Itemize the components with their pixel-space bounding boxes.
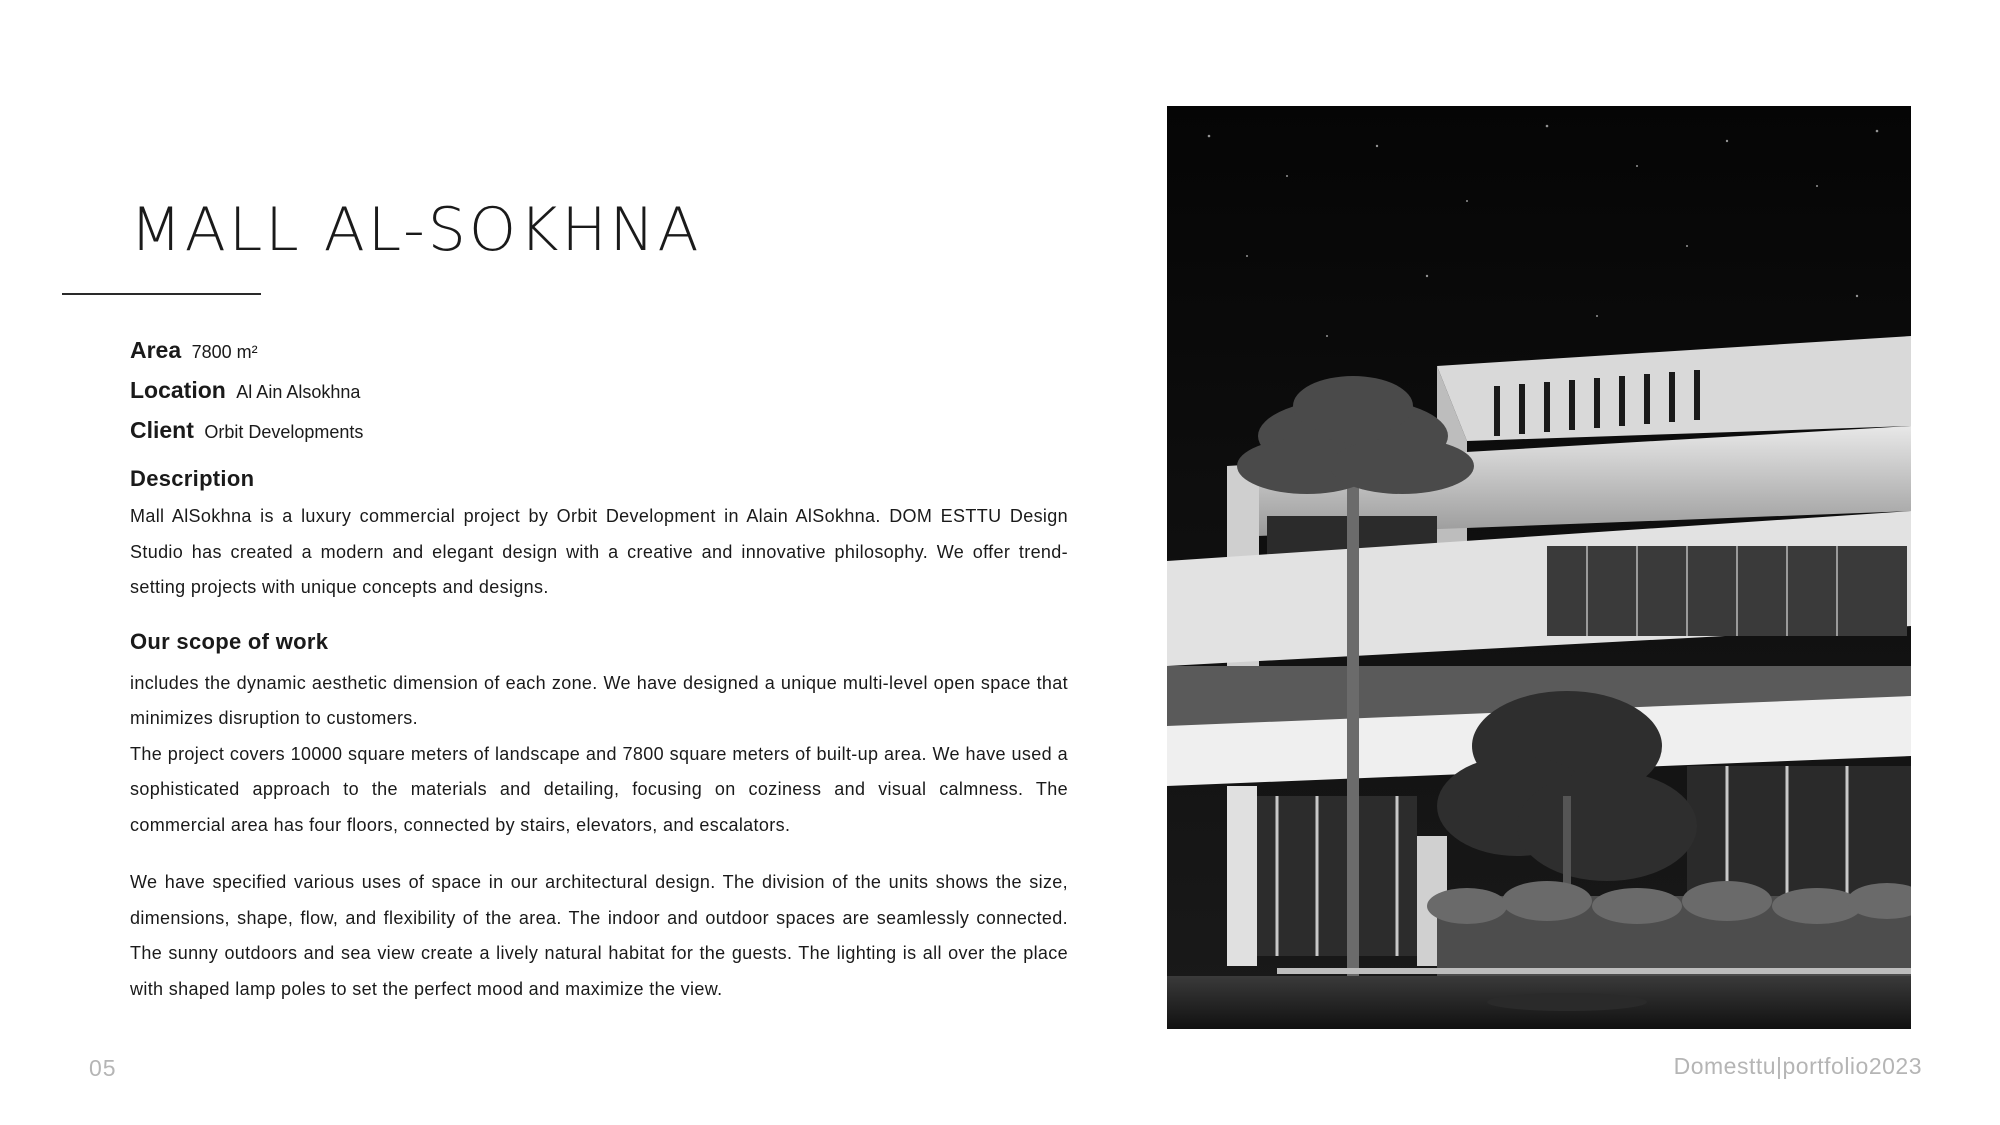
page-number: 05 bbox=[89, 1055, 117, 1081]
description-text: Mall AlSokhna is a luxury commercial project by Orbit Development in Alain AlSokhna. DOM ESTTU Design Studio has created a modern and elegant design with a creative and innovative philosophy. We offer trend-setting projects with unique concepts and designs. bbox=[130, 506, 1068, 597]
building-night-photo bbox=[1167, 106, 1911, 1029]
area-value: 7800 m² bbox=[191, 342, 258, 362]
scope-paragraph-3: We have specified various uses of space in our architectural design. The division of the units shows the size, dimensions, shape, flow, and flexibility of the area. The indoor and outdoor spaces are seamlessly connected. The sunny outdoors and sea view create a lively natural habitat for the guests. The lighting is all over the place with shaped lamp poles to set the perfect mood and maximize the view. bbox=[130, 872, 1068, 999]
location-row bbox=[130, 370, 1068, 410]
client-label: Client bbox=[130, 417, 194, 443]
location-label: Location bbox=[130, 377, 226, 403]
scope-paragraph-1: includes the dynamic aesthetic dimension of each zone. We have designed a unique multi-level open space that minimizes disruption to customers. bbox=[130, 672, 1068, 728]
footer-brand: Domesttu|portfolio2023 bbox=[1673, 1053, 1922, 1079]
scope-body bbox=[130, 666, 1068, 1008]
project-info bbox=[130, 330, 1068, 1007]
building-illustration bbox=[1167, 106, 1911, 1029]
scope-paragraph-2: The project covers 10000 square meters of landscape and 7800 square meters of built-up area. We have used a sophisticated approach to the materials and detailing, focusing on coziness and visual calmness. The commercial area has four floors, connected by stairs, elevators, and escalators. bbox=[130, 743, 1068, 835]
title-divider bbox=[62, 293, 261, 295]
area-label: Area bbox=[130, 337, 182, 363]
client-value: Orbit Developments bbox=[204, 422, 364, 442]
scope-heading: Our scope of work bbox=[130, 628, 329, 654]
client-row bbox=[130, 410, 1068, 450]
area-row bbox=[130, 330, 1068, 370]
location-value: Al Ain Alsokhna bbox=[236, 382, 361, 402]
description-heading: Description bbox=[130, 466, 255, 491]
page-title: MALL AL-SOKHNA bbox=[130, 195, 702, 265]
